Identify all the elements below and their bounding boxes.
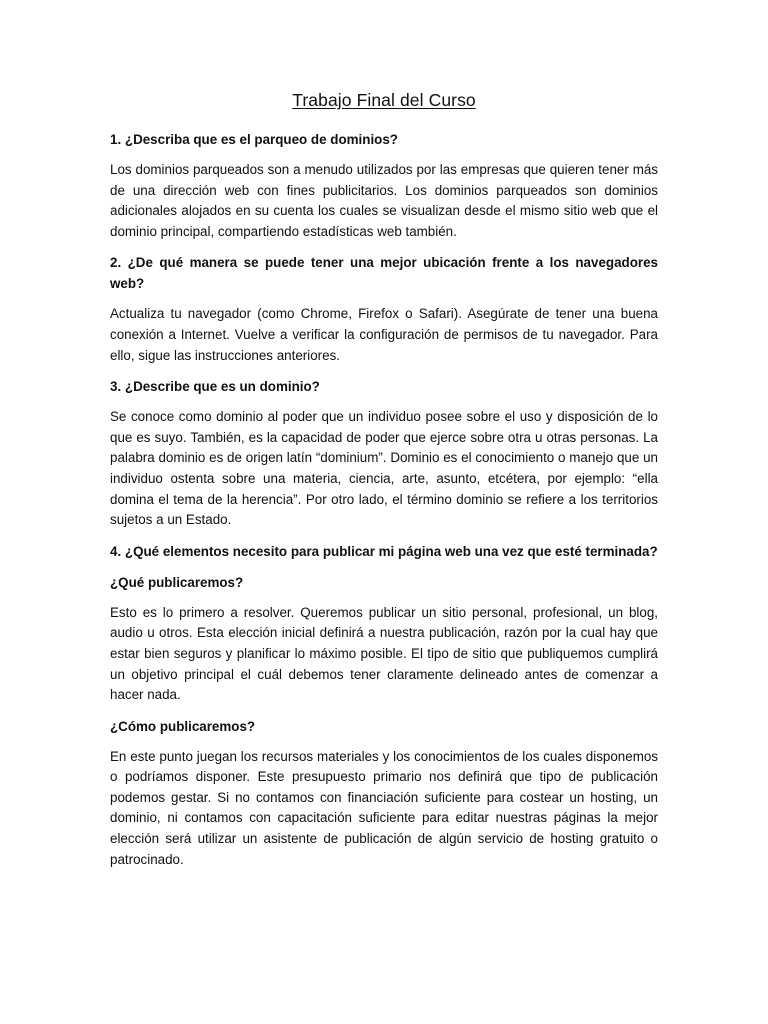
answer-4a-paragraph: Esto es lo primero a resolver. Queremos publicar un sitio personal, profesional, un blog, audio u otros. Esta elección inicial definirá a nuestra publicación, razón por la cual hay que estar bien seguros y planificar lo máximo posible. El tipo de sitio que publiquemos cumplirá un objetivo principal el cuál debemos tener claramente delineado antes de comenzar a hacer nada. [110,604,658,703]
answer-2-paragraph: Actualiza tu navegador (como Chrome, Firefox o Safari). Asegúrate de tener una buena conexión a Internet. Vuelve a verificar la configuración de permisos de tu navegador. Para ello, sigue las instrucciones anteriores. [110,306,658,363]
question-1: 1. ¿Describa que es el parqueo de dominios? [110,132,398,147]
question-4: 4. ¿Qué elementos necesito para publicar mi página web una vez que esté terminada? [110,543,658,559]
answer-3-paragraph: Se conoce como dominio al poder que un individuo posee sobre el uso y disposición de lo que es suyo. También, es la capacidad de poder que ejerce sobre otra u otras personas. La palabra dominio es de origen latín “dominium”. Dominio es el conocimiento o manejo que un individuo ostenta sobre una materia, ciencia, arte, asunto, etcétera, por ejemplo: “ella domina el tema de la herencia”. Por otro lado, el término dominio se refiere a los territorios sujetos a un Estado. [110,409,658,528]
question-2: 2. ¿De qué manera se puede tener una mejor ubicación frente a los navegadores web? [110,255,658,292]
document-title: Trabajo Final del Curso [292,90,476,110]
subheading-que-publicaremos: ¿Qué publicaremos? [110,574,244,590]
subheading-como-publicaremos: ¿Cómo publicaremos? [110,718,256,734]
document-page [110,88,658,880]
answer-1-paragraph: Los dominios parqueados son a menudo utilizados por las empresas que quieren tener más de una dirección web con fines publicitarios. Los dominios parqueados son dominios adicionales alojados en su cuenta los cuales se visualizan desde el mismo sitio web que el dominio principal, compartiendo estadísticas web también. [110,162,658,239]
answer-4b-paragraph: En este punto juegan los recursos materiales y los conocimientos de los cuales disponemos o podríamos disponer. Este presupuesto primario nos definirá que tipo de publicación podemos gestar. Si no contamos con financiación suficiente para costear un hosting, un dominio, ni contamos con capacitación suficiente para editar nuestras páginas la mejor elección será utilizar un asistente de publicación de algún servicio de hosting gratuito o patrocinado. [110,748,658,867]
question-3: 3. ¿Describe que es un dominio? [110,379,320,395]
